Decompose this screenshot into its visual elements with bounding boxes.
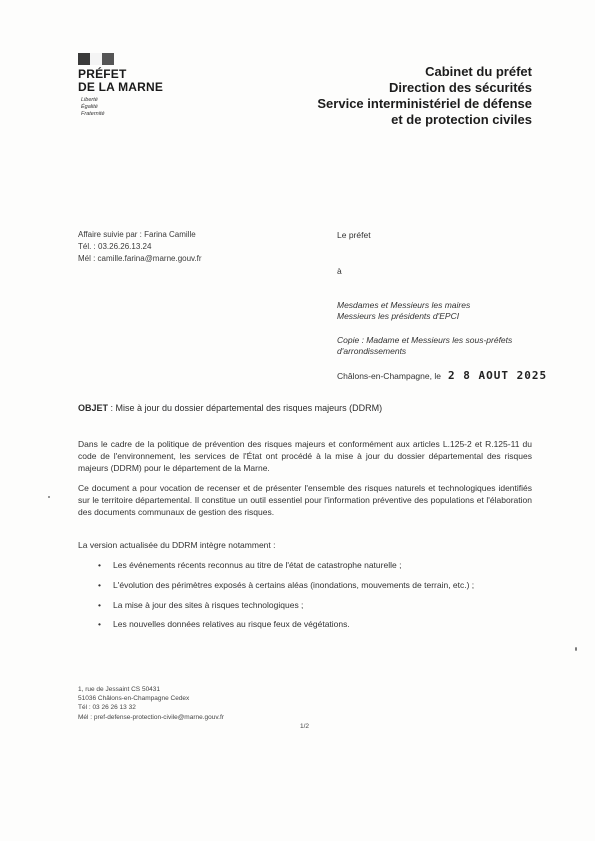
service-line: et de protection civiles bbox=[391, 112, 532, 127]
date-stamp: 2 8 AOUT 2025 bbox=[448, 369, 548, 382]
recipient-mayors: Mesdames et Messieurs les maires bbox=[337, 300, 471, 310]
footer-street: 1, rue de Jessaint CS 50431 bbox=[78, 686, 161, 693]
footer-email: Mél : pref-defense-protection-civile@marne.gouv.fr bbox=[78, 713, 224, 721]
list-item: • La mise à jour des sites à risques technologiques ; bbox=[98, 600, 538, 611]
footer-phone: Tél : 03 26 26 13 32 bbox=[78, 704, 136, 712]
paragraph-intro-list: La version actualisée du DDRM intègre notamment : bbox=[78, 540, 276, 550]
service-line: Direction des sécurités bbox=[388, 80, 532, 95]
list-item: • Les événements récents reconnus au titre de l'état de catastrophe naturelle ; bbox=[98, 560, 538, 571]
motto-line: Égalité bbox=[81, 104, 98, 110]
subject-label: OBJET bbox=[78, 403, 109, 413]
case-handler-phone: Tél. : 03.26.26.13.24 bbox=[78, 242, 152, 251]
date-line bbox=[337, 369, 547, 382]
footer-city: 51036 Châlons-en-Champagne Cedex bbox=[78, 695, 190, 703]
recipient-epci: Messieurs les présidents d'EPCI bbox=[337, 311, 460, 321]
copy-recipients: Copie : Madame et Messieurs les sous-préfets bbox=[337, 335, 513, 345]
scan-speck bbox=[48, 496, 50, 498]
republic-motto bbox=[81, 97, 105, 118]
paragraph-purpose: Ce document a pour vocation de recenser et de présenter l'ensemble des risques naturels et technologiques identifiés sur le territoire départemental. Il constitue un outil essentiel pour l'information préventive des populations et l'élaboration des documents communaux de gestion des risques. bbox=[78, 483, 532, 518]
motto-line: Liberté bbox=[81, 97, 98, 103]
update-list bbox=[98, 560, 538, 639]
case-handler-name: Affaire suivie par : Farina Camille bbox=[78, 230, 196, 239]
recipient-to: à bbox=[337, 266, 342, 276]
service-line: Service interministériel de défense bbox=[317, 96, 532, 111]
footer-address bbox=[78, 685, 224, 722]
paragraph-context: Dans le cadre de la politique de prévention des risques majeurs et conformément aux articles L.125-2 et R.125-11 du code de l'environnement, les services de l'État ont procédé à la mise à jour du dossier départemental des risques majeurs (DDRM) pour le département de la Marne. bbox=[78, 439, 532, 474]
case-handler-block bbox=[78, 229, 202, 265]
subject-text: : Mise à jour du dossier départemental des risques majeurs (DDRM) bbox=[108, 403, 383, 413]
motto-line: Fraternité bbox=[81, 111, 105, 117]
list-item: • Les nouvelles données relatives au risque feux de végétations. bbox=[98, 619, 538, 630]
prefecture-name bbox=[78, 68, 163, 94]
marianne-logo-icon bbox=[78, 53, 114, 65]
subject-line bbox=[78, 403, 382, 413]
sender: Le préfet bbox=[337, 230, 371, 240]
page-number: 1/2 bbox=[300, 723, 310, 730]
prefecture-name-line: PRÉFET bbox=[78, 67, 127, 81]
scan-speck bbox=[575, 647, 577, 651]
service-line: Cabinet du préfet bbox=[425, 64, 532, 79]
list-item: • L'évolution des périmètres exposés à certains aléas (inondations, mouvements de terrain, etc.) ; bbox=[98, 580, 538, 591]
prefecture-name-line: DE LA MARNE bbox=[78, 80, 164, 94]
copy-recipients-cont: d'arrondissements bbox=[337, 346, 407, 356]
issuing-service bbox=[317, 64, 532, 128]
date-place: Châlons-en-Champagne, le bbox=[337, 371, 441, 381]
case-handler-email: Mél : camille.farina@marne.gouv.fr bbox=[78, 254, 202, 263]
